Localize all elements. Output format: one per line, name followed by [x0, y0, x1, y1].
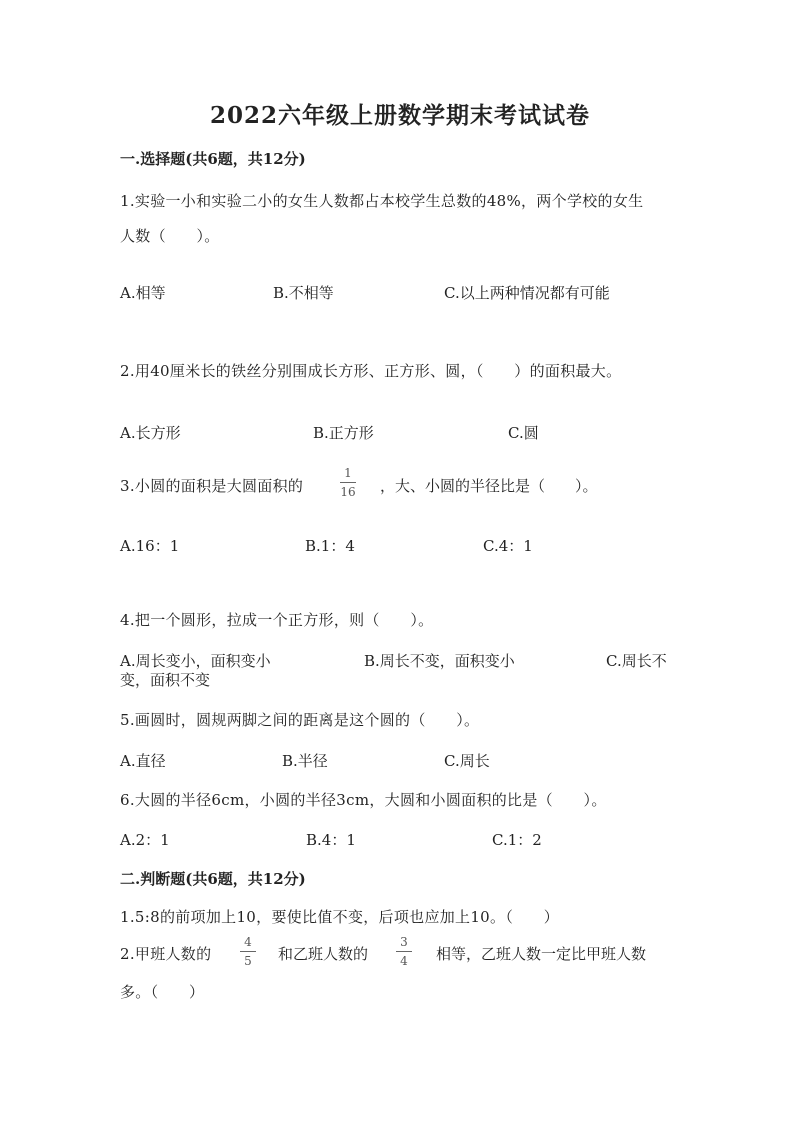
fraction-bar	[396, 951, 412, 952]
question-2-option-c[interactable]: C.圆	[508, 424, 539, 442]
question-3-text-pre: 3.小圆的面积是大圆面积的	[120, 477, 304, 495]
judgement-2-text-pre: 2.甲班人数的	[120, 945, 212, 963]
question-1-line-2: 人数（ ）。	[120, 227, 220, 245]
question-4-text: 4.把一个圆形，拉成一个正方形，则（ ）。	[120, 611, 434, 629]
fraction-bar	[240, 951, 256, 952]
question-2-option-b[interactable]: B.正方形	[313, 424, 374, 442]
question-5-text: 5.画圆时，圆规两脚之间的距离是这个圆的（ ）。	[120, 711, 480, 729]
fraction-bar	[340, 482, 356, 483]
question-4-option-b[interactable]: B.周长不变，面积变小	[364, 652, 515, 670]
section-heading-choice: 一.选择题(共6题，共12分)	[120, 150, 306, 168]
judgement-2-line-2: 多。（ ）	[120, 983, 205, 1001]
section-heading-judgement: 二.判断题(共6题，共12分)	[120, 870, 306, 888]
question-5-option-c[interactable]: C.周长	[444, 752, 490, 770]
question-3-option-c[interactable]: C.4：1	[483, 537, 533, 555]
question-5-option-b[interactable]: B.半径	[282, 752, 328, 770]
question-3-option-a[interactable]: A.16：1	[120, 537, 180, 555]
question-1-option-a[interactable]: A.相等	[120, 284, 166, 302]
question-3-option-b[interactable]: B.1：4	[305, 537, 355, 555]
fraction-numerator: 4	[244, 935, 252, 949]
question-1-option-b[interactable]: B.不相等	[273, 284, 334, 302]
question-6-option-a[interactable]: A.2：1	[120, 831, 170, 849]
question-5-option-a[interactable]: A.直径	[120, 752, 166, 770]
judgement-2-text-post: 相等，乙班人数一定比甲班人数	[436, 945, 647, 963]
question-1-option-c[interactable]: C.以上两种情况都有可能	[444, 284, 610, 302]
judgement-2-fraction-1	[240, 935, 256, 968]
question-3-fraction	[340, 466, 356, 499]
fraction-numerator: 1	[344, 466, 352, 480]
fraction-denominator: 16	[340, 485, 356, 499]
judgement-1-text: 1.5:8的前项加上10，要使比值不变，后项也应加上10。（ ）	[120, 908, 560, 926]
question-2-text: 2.用40厘米长的铁丝分别围成长方形、正方形、圆，（ ）的面积最大。	[120, 362, 622, 380]
question-6-option-c[interactable]: C.1：2	[492, 831, 542, 849]
fraction-denominator: 4	[400, 954, 408, 968]
question-4-option-a[interactable]: A.周长变小，面积变小	[120, 652, 271, 670]
fraction-numerator: 3	[400, 935, 408, 949]
judgement-2-text-mid: 和乙班人数的	[278, 945, 369, 963]
question-6-text: 6.大圆的半径6cm，小圆的半径3cm，大圆和小圆面积的比是（ ）。	[120, 791, 607, 809]
question-3-text-post: ，大、小圆的半径比是（ ）。	[380, 477, 598, 495]
page-title: 2022六年级上册数学期末考试试卷	[209, 102, 590, 129]
question-2-option-a[interactable]: A.长方形	[120, 424, 181, 442]
question-1-line-1: 1.实验一小和实验二小的女生人数都占本校学生总数的48%，两个学校的女生	[120, 192, 644, 210]
judgement-2-fraction-2	[396, 935, 412, 968]
question-4-option-c[interactable]: C.周长不	[606, 652, 667, 670]
fraction-denominator: 5	[244, 954, 252, 968]
question-6-option-b[interactable]: B.4：1	[306, 831, 356, 849]
question-4-option-c-continued: 变，面积不变	[120, 671, 211, 689]
